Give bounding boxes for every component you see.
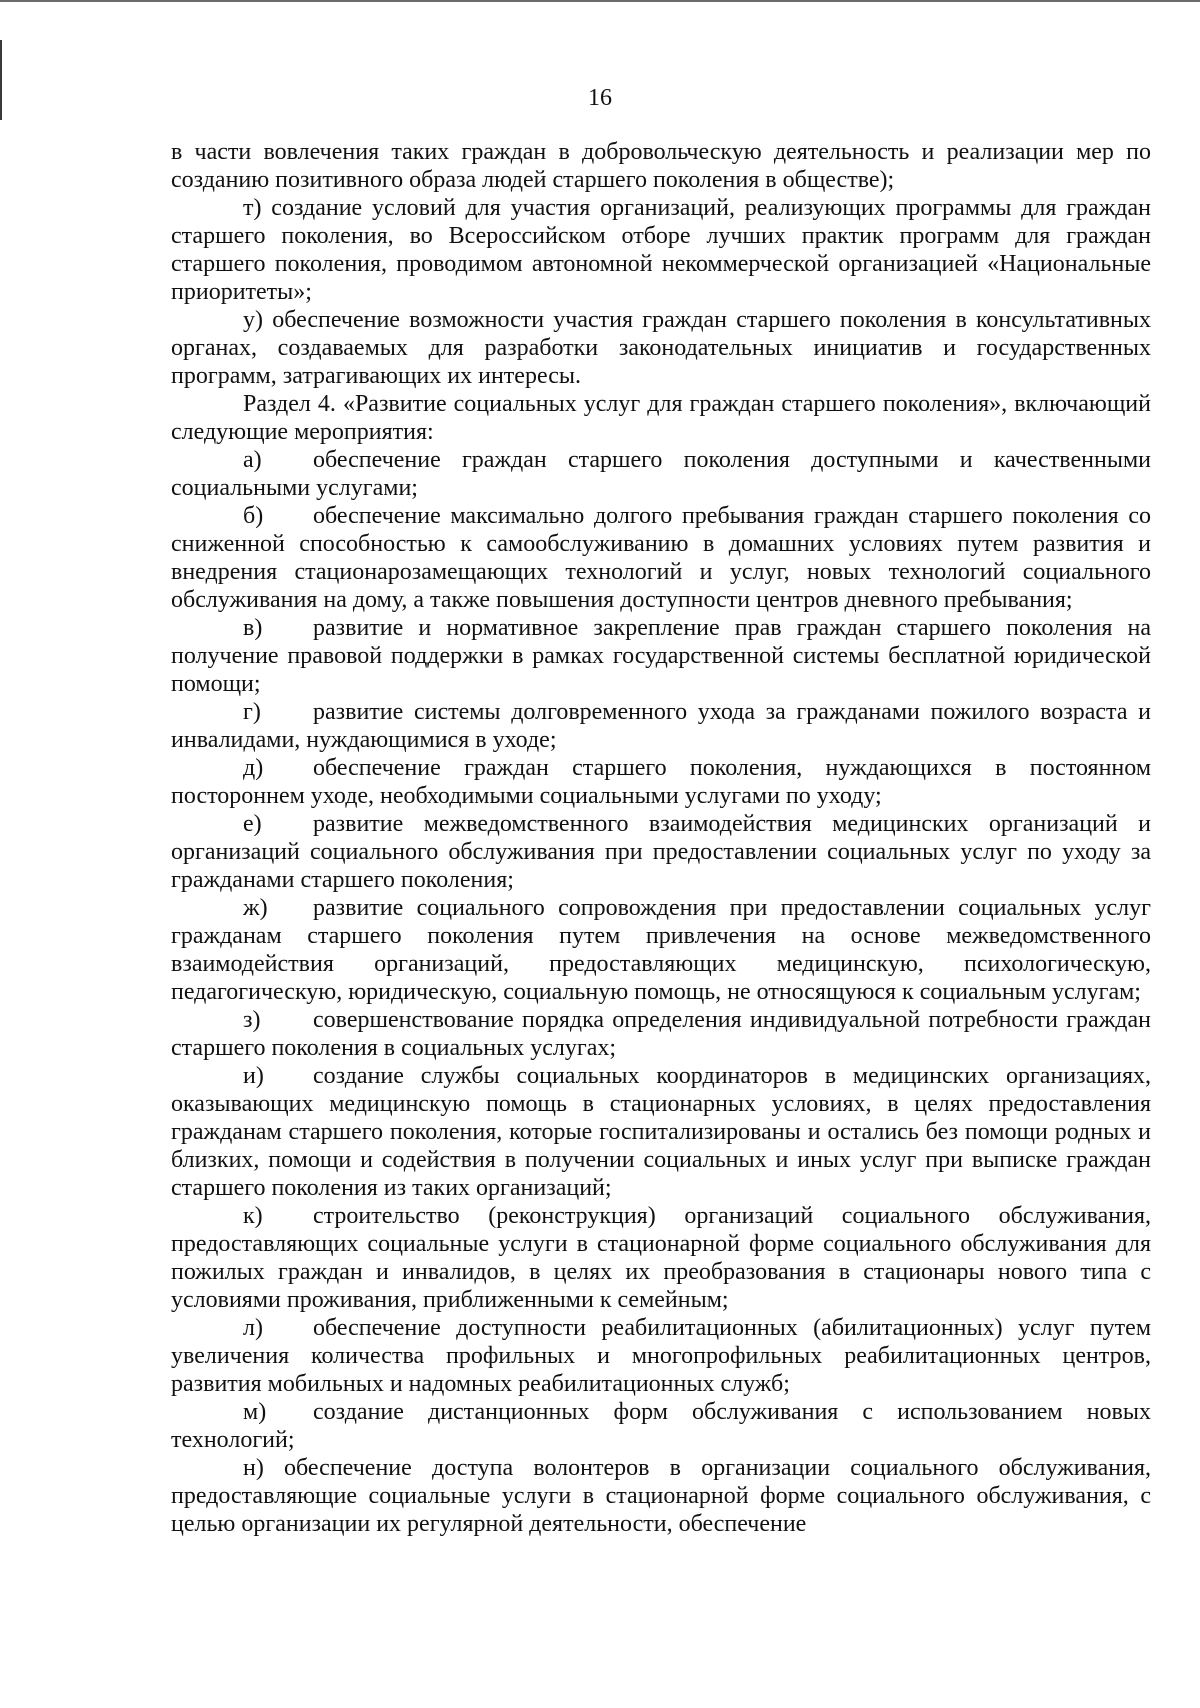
list-item-l — [171, 1314, 1151, 1398]
list-item-m — [171, 1398, 1151, 1454]
list-item-text: развитие системы долговременного ухода за гражданами пожилого возраста и инвалидами, нуждающимися в уходе; — [171, 699, 1151, 753]
list-item-a — [171, 446, 1151, 502]
list-marker: ж) — [243, 895, 268, 921]
list-item-d — [171, 754, 1151, 810]
section-4-heading: Раздел 4. «Развитие социальных услуг для граждан старшего поколения», включающий следующие мероприятия: — [171, 391, 1151, 445]
list-item-text: обеспечение граждан старшего поколения доступными и качественными социальными услугами; — [171, 447, 1151, 501]
list-item-v — [171, 614, 1151, 698]
list-item-zh — [171, 894, 1151, 1006]
list-marker: к) — [243, 1203, 263, 1229]
list-item-text: строительство (реконструкция) организаций социального обслуживания, предоставляющих социальные услуги в стационарной форме социального обслуживания для пожилых граждан и инвалидов, в целях их преобразования в стационары нового типа с условиями проживания, приближенными к семейным; — [171, 1203, 1151, 1313]
list-marker: е) — [243, 811, 262, 837]
paragraph-item-t: т) создание условий для участия организаций, реализующих программы для граждан старшего поколения, во Всероссийском отборе лучших практик программ для граждан старшего поколения, проводимом автономной некоммерческой организацией «Национальные приоритеты»; — [171, 195, 1151, 305]
list-marker: м) — [243, 1399, 267, 1425]
scan-edge-top — [0, 0, 1200, 2]
paragraph-item-u: у) обеспечение возможности участия граждан старшего поколения в консультативных органах, создаваемых для разработки законодательных инициатив и государственных программ, затрагивающих их интересы. — [171, 307, 1151, 389]
list-item-text: обеспечение доступности реабилитационных (абилитационных) услуг путем увеличения количества профильных и многопрофильных реабилитационных центров, развития мобильных и надомных реабилитационных служб; — [171, 1315, 1151, 1397]
list-item-text: обеспечение максимально долгого пребывания граждан старшего поколения со сниженной способностью к самообслуживанию в домашних условиях путем развития и внедрения стационарозамещающих технологий и услуг, новых технологий социального обслуживания на дому, а также повышения доступности центров дневного пребывания; — [171, 503, 1151, 613]
list-item-text: развитие и нормативное закрепление прав граждан старшего поколения на получение правовой поддержки в рамках государственной системы бесплатной юридической помощи; — [171, 615, 1151, 697]
list-item-text: создание службы социальных координаторов в медицинских организациях, оказывающих медицинскую помощь в стационарных условиях, в целях предоставления гражданам старшего поколения, которые госпитализированы и остались без помощи родных и близких, помощи и содействия в получении социальных и иных услуг при выписке граждан старшего поколения из таких организаций; — [171, 1063, 1151, 1201]
list-marker: л) — [243, 1315, 263, 1341]
list-marker: а) — [243, 447, 262, 473]
document-body — [171, 138, 1151, 1538]
page-number: 16 — [588, 85, 612, 111]
list-item-g — [171, 698, 1151, 754]
list-item-text: развитие социального сопровождения при предоставлении социальных услуг гражданам старшего поколения путем привлечения на основе межведомственного взаимодействия организаций, предоставляющих медицинскую, психологическую, педагогическую, юридическую, социальную помощь, не относящуюся к социальным услугам; — [171, 895, 1151, 1005]
list-marker: б) — [243, 503, 264, 529]
list-marker: и) — [243, 1063, 264, 1089]
list-item-i — [171, 1062, 1151, 1202]
list-item-z — [171, 1006, 1151, 1062]
list-marker: д) — [243, 755, 264, 781]
list-item-k — [171, 1202, 1151, 1314]
list-marker: з) — [243, 1007, 261, 1033]
paragraph-item-n: н) обеспечение доступа волонтеров в организации социального обслуживания, предоставляющие социальные услуги в стационарной форме социального обслуживания, с целью организации их регулярной деятельности, обеспечение — [171, 1455, 1151, 1537]
list-item-text: развитие межведомственного взаимодействия медицинских организаций и организаций социального обслуживания при предоставлении социальных услуг по уходу за гражданами старшего поколения; — [171, 811, 1151, 893]
list-item-text: создание дистанционных форм обслуживания с использованием новых технологий; — [171, 1399, 1151, 1453]
list-item-text: обеспечение граждан старшего поколения, нуждающихся в постоянном постороннем уходе, необходимыми социальными услугами по уходу; — [171, 755, 1151, 809]
list-item-text: совершенствование порядка определения индивидуальной потребности граждан старшего поколения в социальных услугах; — [171, 1007, 1151, 1061]
paragraph-continuation: в части вовлечения таких граждан в добровольческую деятельность и реализации мер по созданию позитивного образа людей старшего поколения в обществе); — [171, 139, 1151, 193]
list-marker: в) — [243, 615, 263, 641]
list-item-e — [171, 810, 1151, 894]
list-marker: г) — [243, 699, 261, 725]
list-item-b — [171, 502, 1151, 614]
